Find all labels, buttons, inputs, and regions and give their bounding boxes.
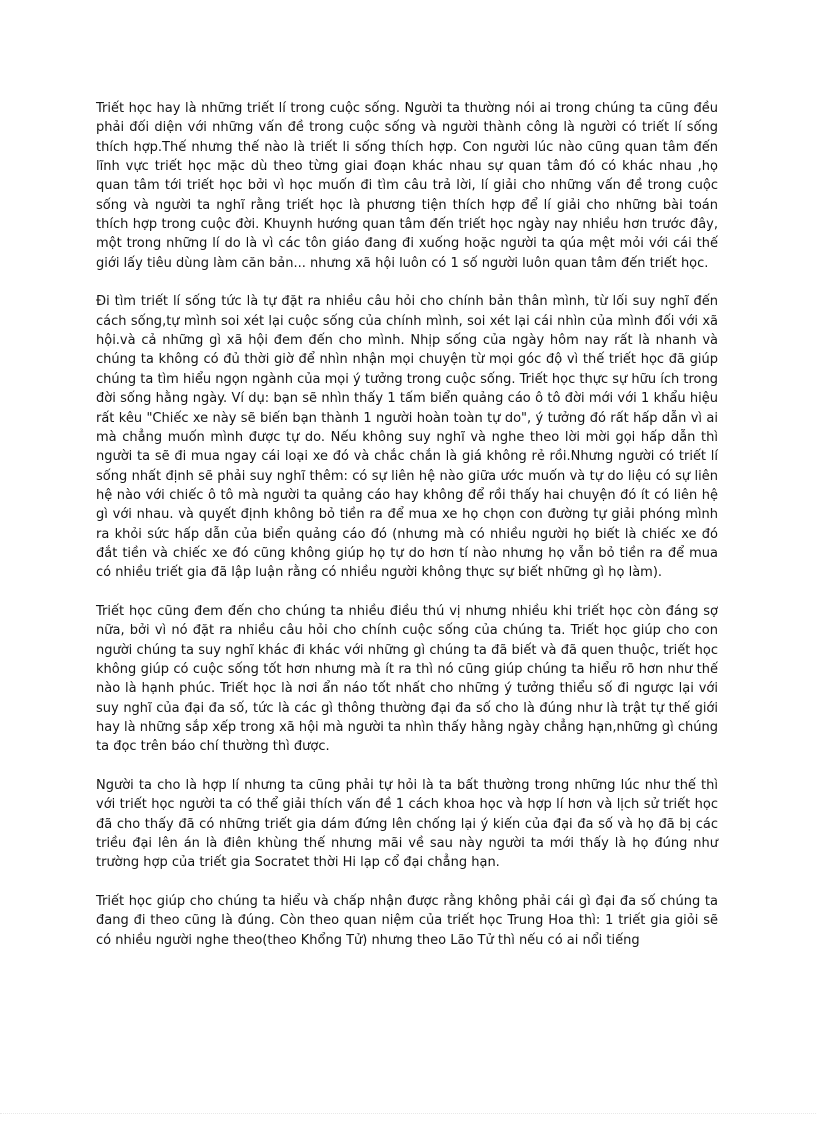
document-page [96, 99, 718, 969]
paragraph-2: Đi tìm triết lí sống tức là tự đặt ra nhiều câu hỏi cho chính bản thân mình, từ lối suy nghĩ đến cách sống,tự mình soi xét lại cuộc sống của chính mình, soi xét lại cái nhìn của mình đối với xã hội.và cả những gì xã hội đem đến cho mình. Nhịp sống của ngày hôm nay rất là nhanh và chúng ta không có đủ thời giờ để nhìn nhận mọi chuyện từ mọi góc độ vì thế triết học đã giúp chúng ta tìm hiểu ngọn ngành của mọi ý tưởng trong cuộc sống. Triết học thực sự hữu ích trong đời sống hằng ngày. Ví dụ: bạn sẽ nhìn thấy 1 tấm biển quảng cáo ô tô đời mới với 1 khẩu hiệu rất kêu "Chiếc xe này sẽ biến bạn thành 1 người hoàn toàn tự do", ý tưởng đó rất hấp dẫn vì ai mà chẳng muốn mình được tự do. Nếu không suy nghĩ và nghe theo lời mời gọi hấp dẫn thì người ta sẽ đi mua ngay cái loại xe đó và chắc chắn là giá không rẻ rồi.Nhưng người có triết lí sống nhất định sẽ phải suy nghĩ thêm: có sự liên hệ nào giữa ước muốn và tự do liệu có sự liên hệ nào với chiếc ô tô mà người ta quảng cáo hay không để rồi thấy hai chuyện đó ít có liên hệ gì với nhau. và quyết định không bỏ tiền ra để mua xe họ chọn con đường tự giải phóng mình ra khỏi sức hấp dẫn của biển quảng cáo đó (nhưng mà có nhiều người họ biết là chiếc xe đó đắt tiền và chiếc xe đó cũng không giúp họ tự do hơn tí nào nhưng họ vẫn bỏ tiền ra để mua có nhiều triết gia đã lập luận rằng có nhiều người không thực sự biết những gì họ làm). [96, 294, 718, 581]
paragraph-3: Triết học cũng đem đến cho chúng ta nhiều điều thú vị nhưng nhiều khi triết học còn đáng sợ nữa, bởi vì nó đặt ra nhiều câu hỏi cho chính cuộc sống của chúng ta. Triết học giúp cho con người chúng ta suy nghĩ khác đi khác với những gì chúng ta đã biết và đã quen thuộc, triết học không giúp có cuộc sống tốt hơn nhưng mà ít ra thì nó cũng giúp chúng ta hiểu rõ hơn như thế nào là hạnh phúc. Triết học là nơi ẩn náo tốt nhất cho những ý tưởng thiểu số đi ngược lại với suy nghĩ của đại đa số, tức là các gì thông thường đại đa số cho là đúng như là trật tự thế giới hay là những sắp xếp trong xã hội mà người ta nhìn thấy hằng ngày chẳng hạn,những gì chúng ta đọc trên báo chí thường thì được. [96, 603, 718, 755]
page-bottom-divider [0, 1113, 816, 1115]
paragraph-5: Triết học giúp cho chúng ta hiểu và chấp nhận được rằng không phải cái gì đại đa số chúng ta đang đi theo cũng là đúng. Còn theo quan niệm của triết học Trung Hoa thì: 1 triết gia giỏi sẽ có nhiều người nghe theo(theo Khổng Tử) nhưng theo Lão Tử thì nếu có ai nổi tiếng [96, 894, 718, 948]
paragraph-4: Người ta cho là hợp lí nhưng ta cũng phải tự hỏi là ta bất thường trong những lúc như thế thì với triết học người ta có thể giải thích vấn đề 1 cách khoa học và hợp lí hơn và lịch sử triết học đã cho thấy đã có những triết gia dám đứng lên chống lại ý kiến của đại đa số và họ đã bị các triều đại lên án là điên khùng thế nhưng mãi về sau này người ta mới thấy là họ đúng như trường hợp của triết gia Socratet thời Hi lạp cổ đại chẳng hạn. [96, 778, 718, 871]
paragraph-1: Triết học hay là những triết lí trong cuộc sống. Người ta thường nói ai trong chúng ta cũng đều phải đối diện với những vấn đề trong cuộc sống và người thành công là người có triết lí sống thích hợp.Thế nhưng thế nào là triết li sống thích hợp. Con người lúc nào cũng quan tâm đến lĩnh vực triết học mặc dù theo từng giai đoạn khác nhau sự quan tâm đó có khác nhau ,họ quan tâm tới triết học bởi vì học muốn đi tìm câu trả lời, lí giải cho những vấn đề trong cuộc sống và người ta nghĩ rằng triết học là phương tiện thích hợp để lí giải cho những bài toán thích hợp trong cuộc đời. Khuynh hướng quan tâm đến triết học ngày nay nhiều hơn trước đây, một trong những lí do là vì các tôn giáo đang đi xuống hoặc người ta qúa mệt mỏi với cái thế giới lấy tiêu dùng làm căn bản... nhưng xã hội luôn có 1 số người luôn quan tâm đến triết học. [96, 101, 718, 271]
